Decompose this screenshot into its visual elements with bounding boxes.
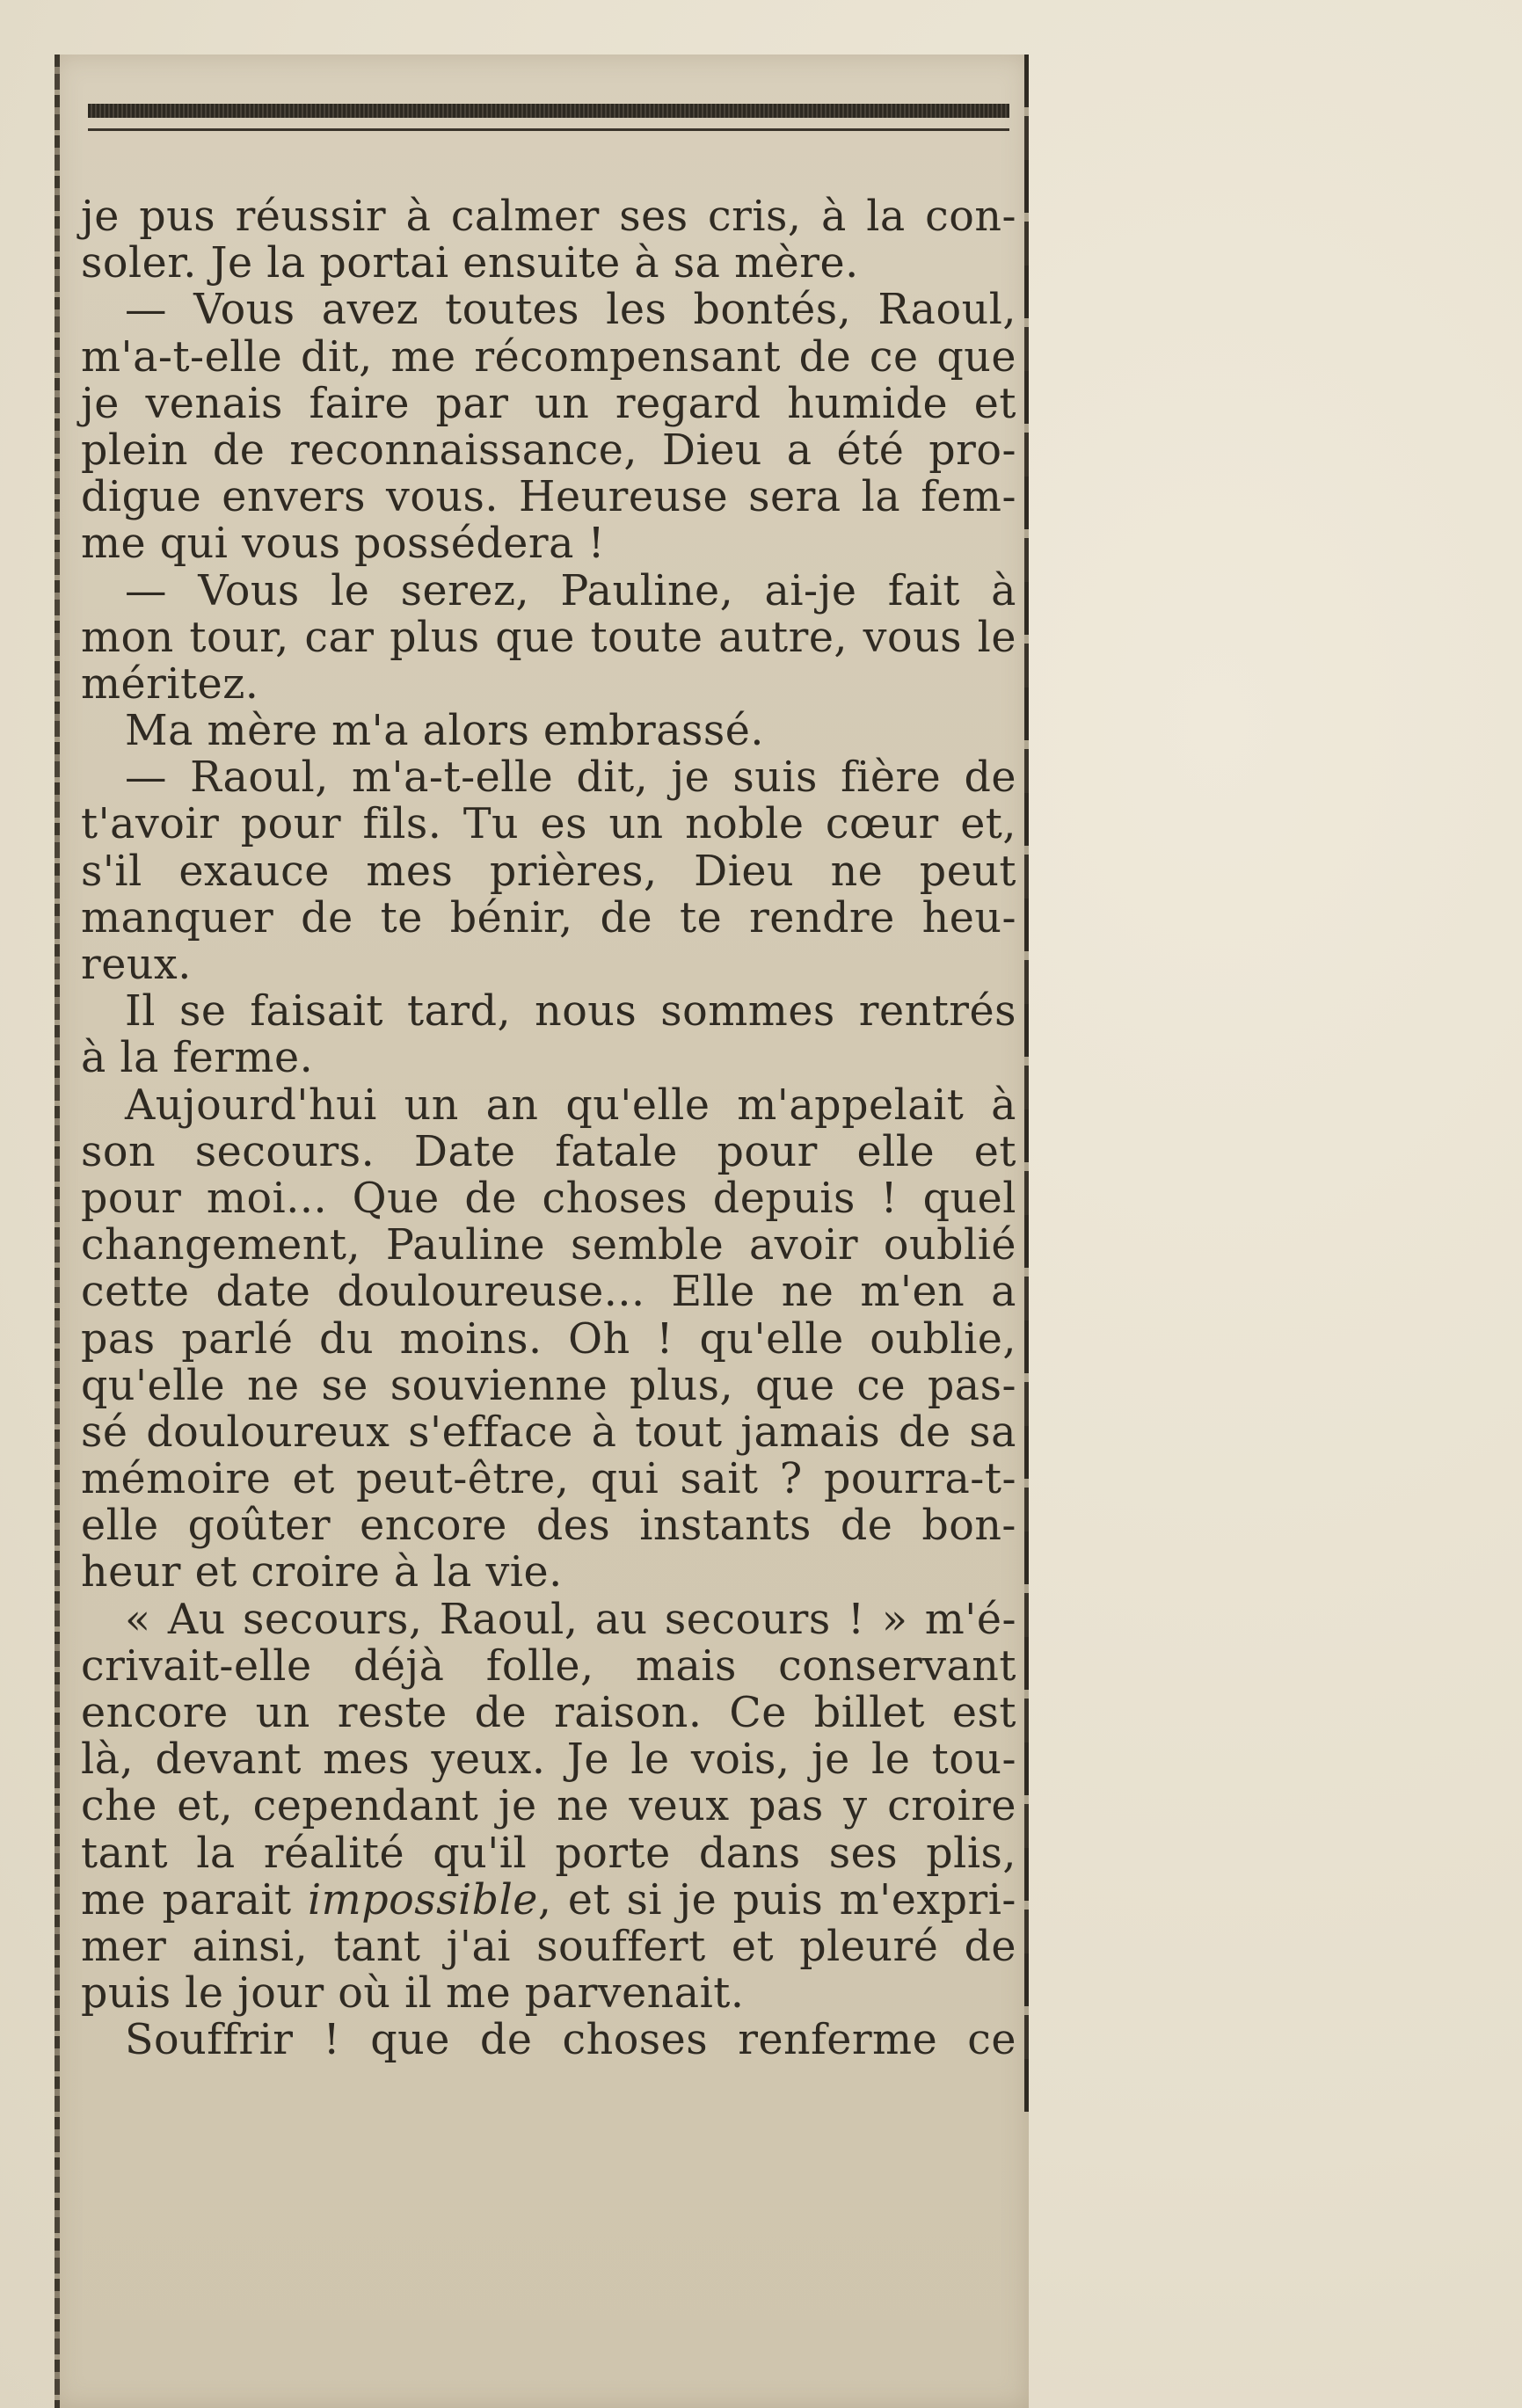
text-line: Souffrir ! que de choses renferme ce — [125, 2016, 1016, 2065]
text-line: Aujourd'hui un an qu'elle m'appelait à — [125, 1080, 1016, 1130]
text-line: sé douloureux s'efface à tout jamais de sa — [81, 1408, 1016, 1457]
text-line: t'avoir pour fils. Tu es un noble cœur et, — [81, 800, 1016, 849]
text-line: mon tour, car plus que toute autre, vous le — [81, 613, 1016, 662]
text-line: je venais faire par un regard humide et — [81, 379, 1016, 428]
text-line: manquer de te bénir, de te rendre heu- — [81, 893, 1016, 942]
text-line: soler. Je la portai ensuite à sa mère. — [81, 239, 859, 288]
text-line: tant la réalité qu'il porte dans ses plis, — [81, 1829, 1016, 1878]
text-line: me qui vous possédera ! — [81, 520, 606, 569]
text-line — [81, 1877, 1016, 1924]
text-line: elle goûter encore des instants de bon- — [81, 1502, 1016, 1551]
text-line: heur et croire à la vie. — [81, 1548, 563, 1597]
header-rule-thin — [88, 128, 1009, 131]
text-line: je pus réussir à calmer ses cris, à la con- — [81, 193, 1016, 241]
text-line: là, devant mes yeux. Je le vois, je le tou- — [81, 1735, 1016, 1785]
text-line: crivait-elle déjà folle, mais conservant — [81, 1641, 1016, 1691]
text-line: Il se faisait tard, nous sommes rentrés — [125, 987, 1016, 1037]
text-line: mer ainsi, tant j'ai souffert et pleuré de — [81, 1922, 1016, 1971]
text-line: à la ferme. — [81, 1034, 314, 1083]
article-text-column — [81, 193, 1016, 2064]
text-line: méritez. — [81, 659, 259, 709]
text-line: che et, cependant je ne veux pas y croire — [81, 1782, 1016, 1831]
header-rule-heavy — [88, 104, 1009, 118]
text-line: pour moi... Que de choses depuis ! quel — [81, 1174, 1016, 1223]
text-line: s'il exauce mes prières, Dieu ne peut — [81, 847, 1016, 896]
text-line: digue envers vous. Heureuse sera la fem- — [81, 473, 1016, 522]
text-line: qu'elle ne se souvienne plus, que ce pas- — [81, 1361, 1016, 1410]
text-line: reux. — [81, 941, 192, 989]
text-segment: , et si je puis m'expri- — [537, 1875, 1016, 1924]
text-line: plein de reconnaissance, Dieu a été pro- — [81, 426, 1016, 475]
italic-text-segment: impossible — [307, 1875, 538, 1924]
text-line: — Vous avez toutes les bontés, Raoul, — [125, 286, 1016, 335]
text-line: m'a-t-elle dit, me récompensant de ce que — [81, 332, 1016, 382]
text-line: puis le jour où il me parvenait. — [81, 1969, 745, 2019]
text-line: mémoire et peut-être, qui sait ? pourra-t- — [81, 1455, 1016, 1504]
text-line: encore un reste de raison. Ce billet est — [81, 1689, 1016, 1737]
text-line: cette date douloureuse... Elle ne m'en a — [81, 1268, 1016, 1317]
text-segment: me parait — [81, 1875, 308, 1924]
text-line: — Raoul, m'a-t-elle dit, je suis fière de — [125, 753, 1016, 803]
clipping-left-border — [55, 55, 60, 2408]
newspaper-clipping — [55, 55, 1029, 2408]
text-line: son secours. Date fatale pour elle et — [81, 1127, 1016, 1176]
clipping-right-border — [1024, 55, 1029, 2112]
text-line: « Au secours, Raoul, au secours ! » m'é- — [125, 1595, 1016, 1644]
text-line: pas parlé du moins. Oh ! qu'elle oublie, — [81, 1314, 1016, 1364]
text-line: — Vous le serez, Pauline, ai-je fait à — [125, 566, 1016, 615]
text-line: Ma mère m'a alors embrassé. — [125, 707, 764, 756]
text-line: changement, Pauline semble avoir oublié — [81, 1221, 1016, 1270]
